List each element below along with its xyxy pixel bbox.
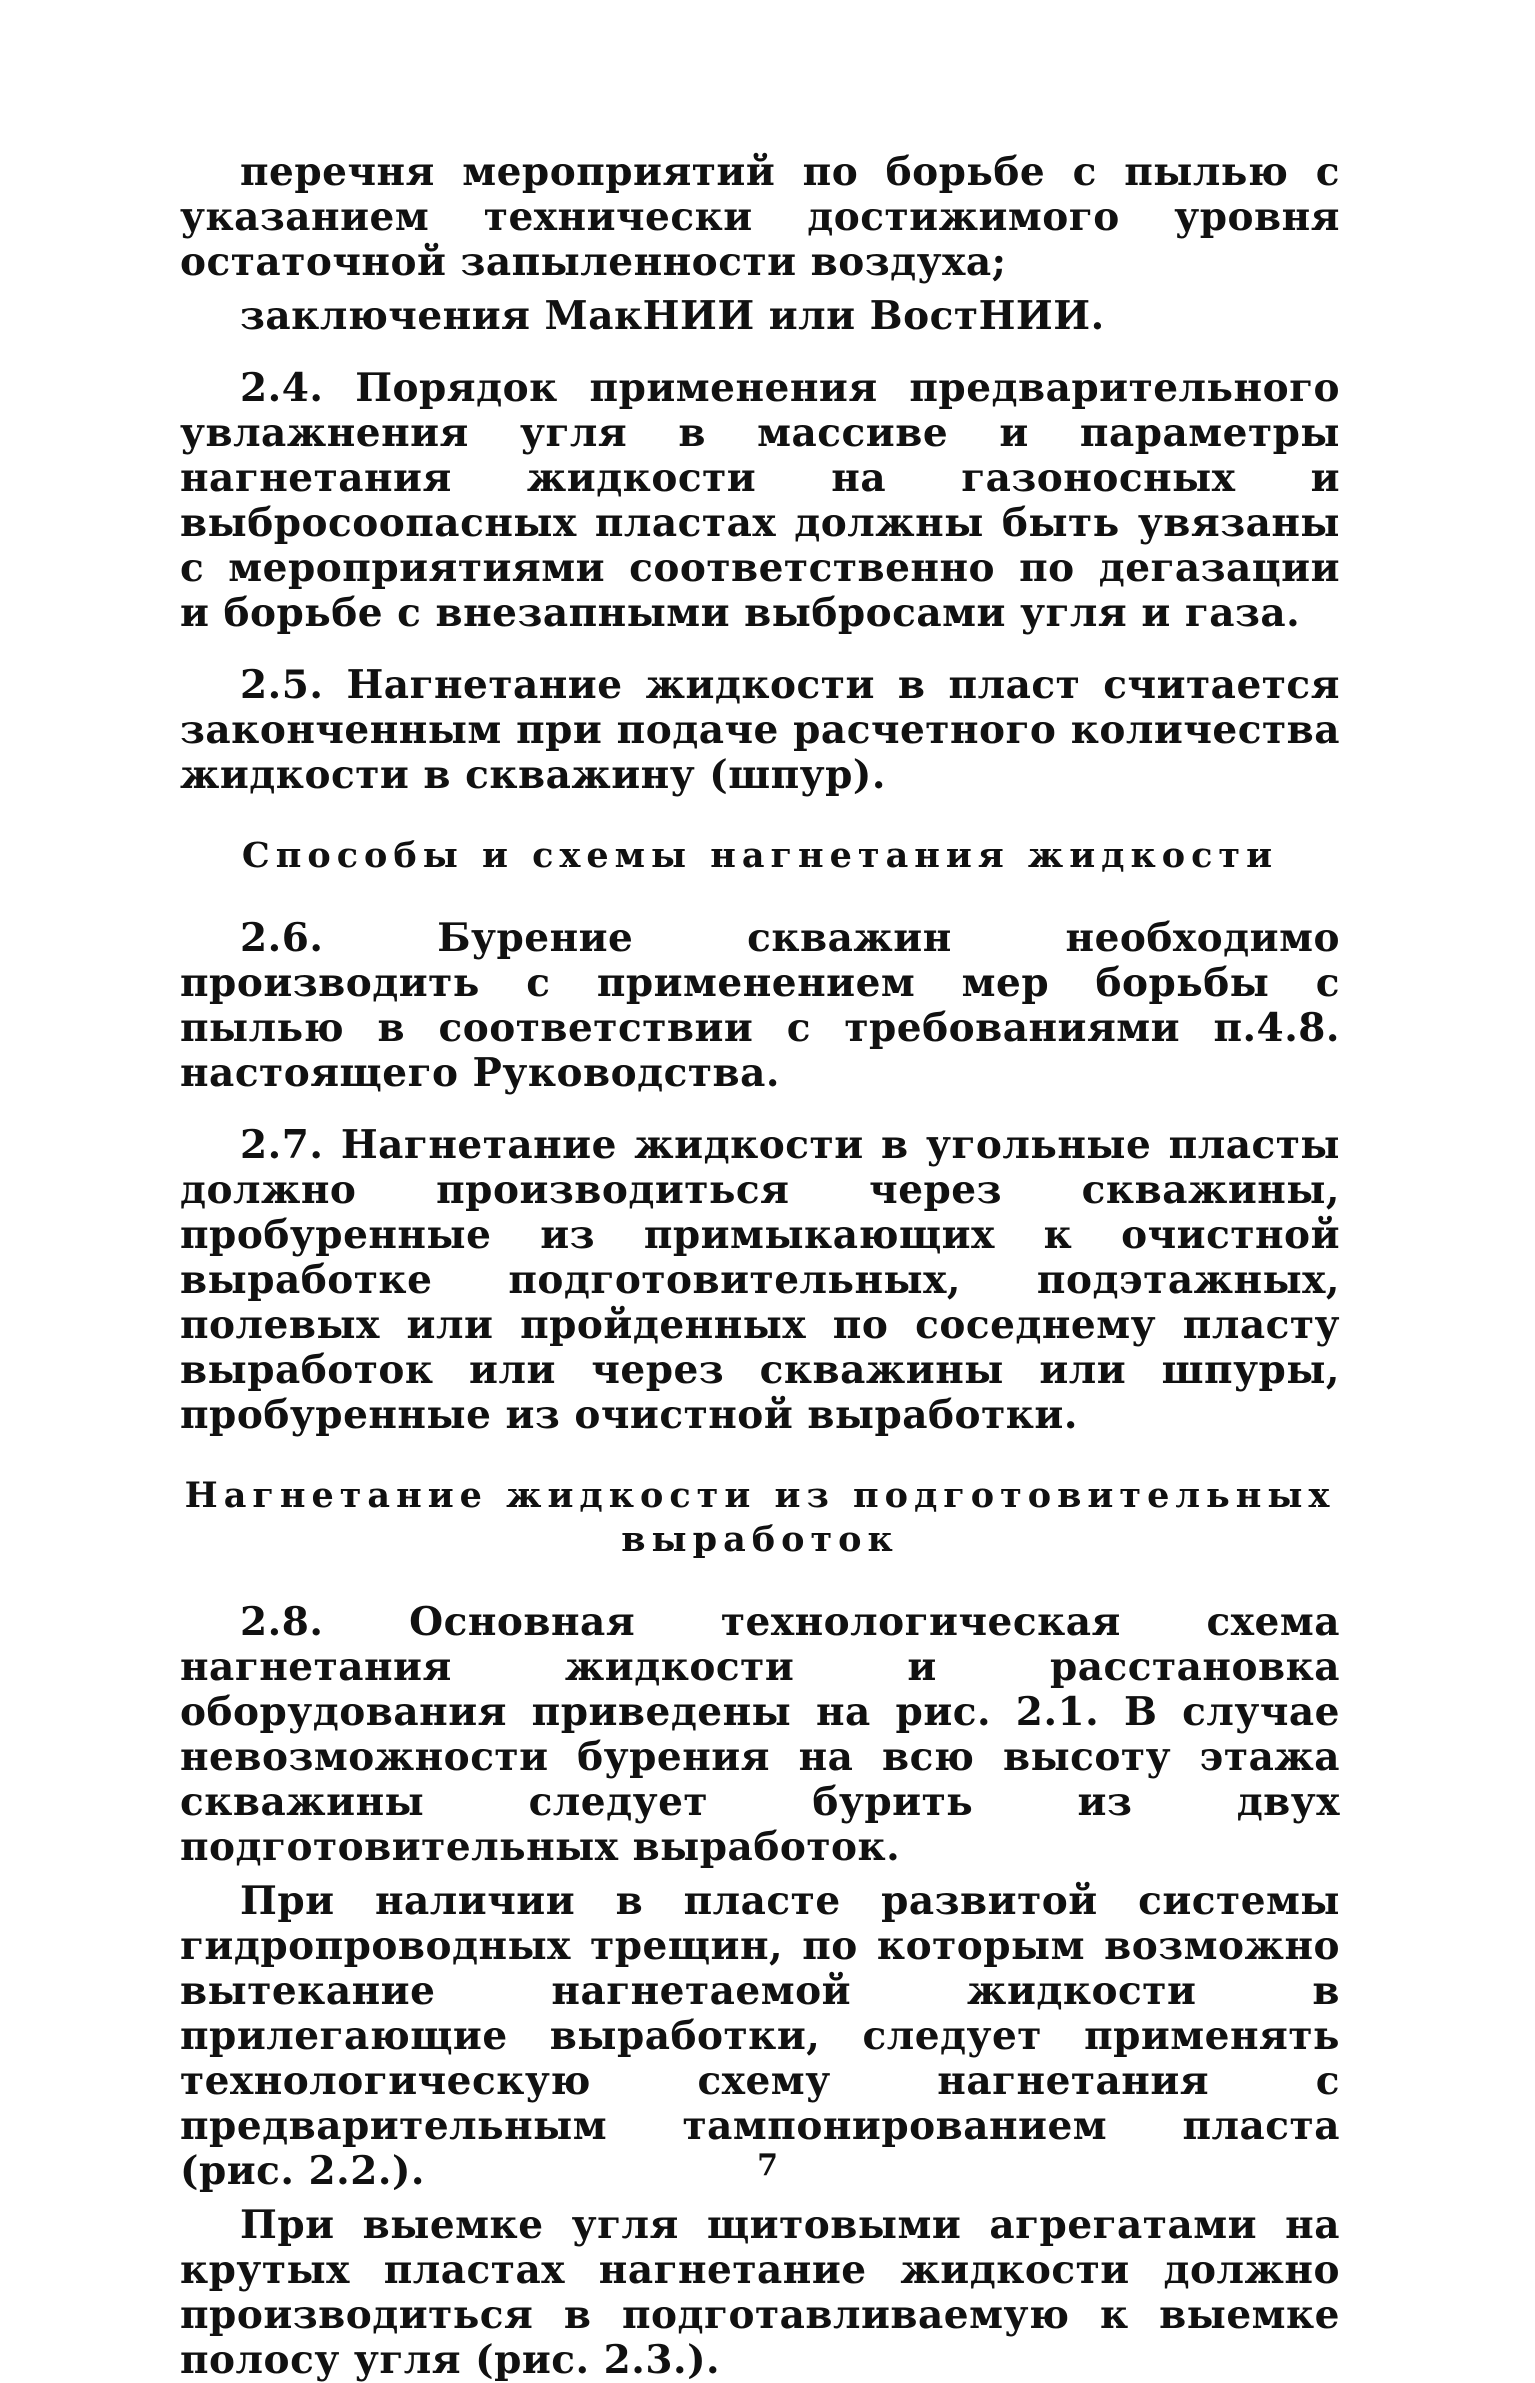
page-number: 7 (757, 2148, 778, 2183)
paragraph-2-8-fractures: При наличии в пласте развитой системы гидропроводных трещин, по которым возможно вытекание нагнетаемой жидкости в прилегающие выработки, следует применять технологическую схему нагнетания с предварительным тампонированием пласта (рис. 2.2.). (180, 1878, 1340, 2194)
paragraph-2-5: 2.5. Нагнетание жидкости в пласт считается законченным при подаче расчетного количества жидкости в скважину (шпур). (180, 662, 1340, 798)
document-page (180, 150, 1340, 2383)
paragraph-2-6: 2.6. Бурение скважин необходимо производить с применением мер борьбы с пылью в соответствии с требованиями п.4.8. настоящего Руководства. (180, 915, 1340, 1096)
section-heading-preparatory-line2: выработок (621, 1519, 899, 1560)
section-heading-methods: Способы и схемы нагнетания жидкости (241, 835, 1279, 876)
list-item-conclusions: заключения МакНИИ или ВостНИИ. (240, 293, 1105, 339)
paragraph-2-8: 2.8. Основная технологическая схема нагнетания жидкости и расстановка оборудования приведены на рис. 2.1. В случае невозможности бурения на всю высоту этажа скважины следует бурить из двух подготовительных выработок. (180, 1599, 1340, 1870)
list-item-dust-measures: перечня мероприятий по борьбе с пылью с указанием технически достижимого уровня остаточной запыленности воздуха; (180, 149, 1340, 285)
paragraph-2-7: 2.7. Нагнетание жидкости в угольные пласты должно производиться через скважины, пробуренные из примыкающих к очистной выработке подготовительных, подэтажных, полевых или пройденных по соседнему пласту выработок или через скважины или шпуры, пробуренные из очистной выработки. (180, 1122, 1340, 1438)
paragraph-2-8-shield: При выемке угля щитовыми агрегатами на крутых пластах нагнетание жидкости должно производиться в подготавливаемую к выемке полосу угля (рис. 2.3.). (180, 2202, 1340, 2383)
section-heading-preparatory-line1: Нагнетание жидкости из подготовительных (184, 1475, 1336, 1516)
paragraph-2-4: 2.4. Порядок применения предварительного увлажнения угля в массиве и параметры нагнетания жидкости на газоносных и выбросоопасных пластах должны быть увязаны с мероприятиями соответственно по дегазации и борьбе с внезапными выбросами угля и газа. (180, 365, 1340, 636)
section-heading-preparatory (180, 1474, 1340, 1562)
